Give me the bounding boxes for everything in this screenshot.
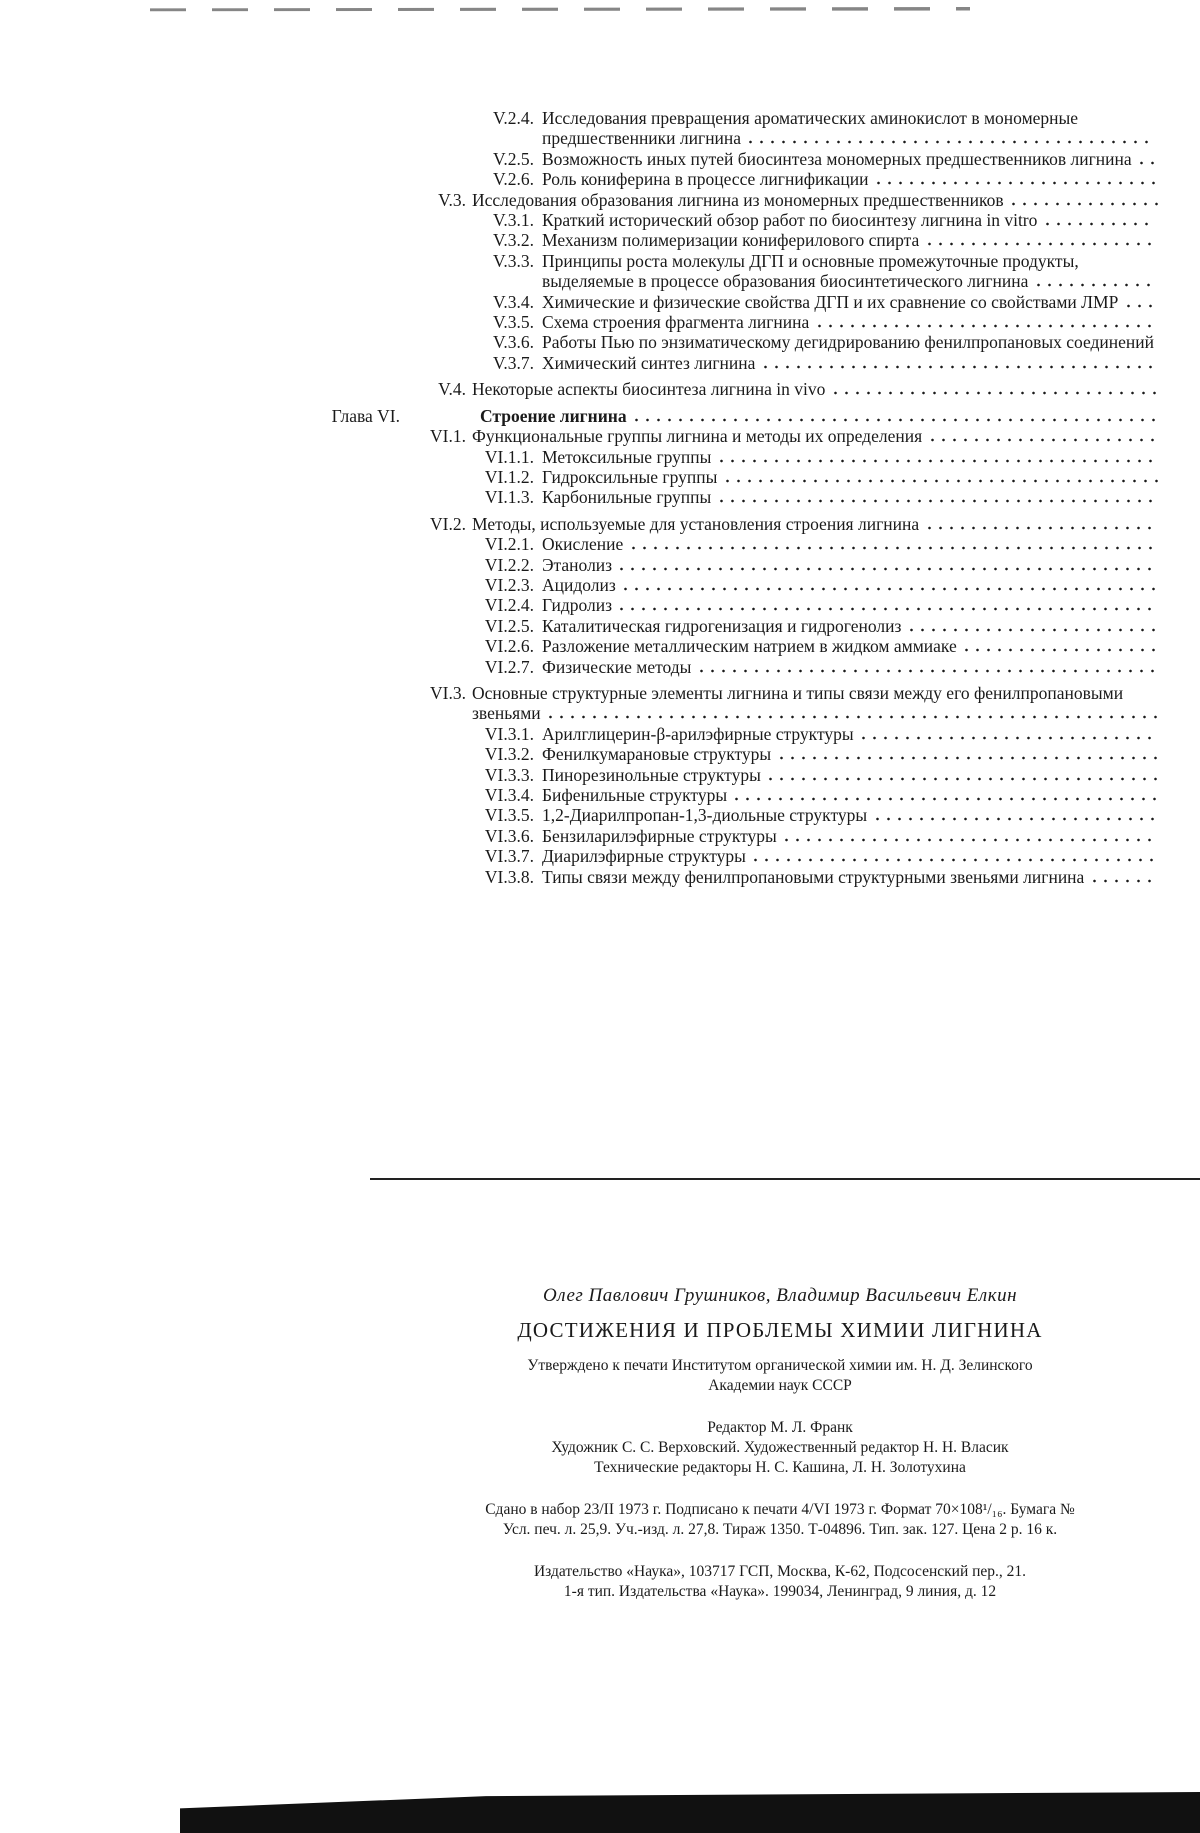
toc-entry-number: VI.2. xyxy=(430,513,466,534)
toc-entry xyxy=(0,379,1200,399)
toc-leader-dots xyxy=(776,750,1161,760)
toc-entry-number: VI.3.7. xyxy=(484,846,534,867)
toc-entry-title: Каталитическая гидрогенизация и гидрогенолиз xyxy=(542,615,902,636)
toc-leader-dots xyxy=(722,473,1162,483)
toc-leader-dots xyxy=(781,832,1155,842)
approval-line: Утверждено к печати Институтом органической химии им. Н. Д. Зелинского xyxy=(527,1357,1033,1374)
toc-entry-number: VI.1.3. xyxy=(484,487,534,508)
toc-entry-number: VI.2.3. xyxy=(484,574,534,595)
toc-entry-title: Карбонильные группы xyxy=(542,487,712,508)
toc-leader-dots xyxy=(765,771,1161,781)
toc-entry-title: Разложение металлическим натрием в жидком аммиаке xyxy=(542,636,957,657)
print-stats-line: Усл. печ. л. 25,9. Уч.-изд. л. 27,8. Тираж 1350. Т-04896. Тип. зак. 127. Цена 2 р. 16 к. xyxy=(502,1521,1058,1538)
toc-entry-title: Этанолиз xyxy=(542,554,613,575)
toc-entry-number: VI.2.7. xyxy=(484,656,534,677)
toc-leader-dots xyxy=(1042,216,1152,226)
toc-entry-title: Физические методы xyxy=(542,656,692,677)
toc-entry-number: VI.2.5. xyxy=(484,615,534,636)
printing-house-line: 1-я тип. Издательства «Наука». 199034, Ленинград, 9 линия, д. 12 xyxy=(563,1583,997,1600)
toc-leader-dots xyxy=(814,318,1155,328)
toc-leader-dots xyxy=(1033,277,1154,287)
toc-leader-dots xyxy=(731,791,1160,801)
toc-entry-title: Метоксильные группы xyxy=(542,446,712,467)
toc-entry-title: Принципы роста молекулы ДГП и основные промежуточные продукты, выделяемые в процессе образования биосинтетического лигнина xyxy=(542,250,1079,292)
toc-entry-title: Краткий исторический обзор работ по биосинтезу лигнина in vitro xyxy=(542,210,1038,231)
toc-leader-dots xyxy=(1136,155,1158,165)
toc-entry-number: VI.2.2. xyxy=(484,554,534,575)
toc-entry xyxy=(0,230,1200,250)
publisher-line: Издательство «Наука», 103717 ГСП, Москва, К-62, Подсосенский пер., 21. xyxy=(533,1563,1027,1580)
toc-entry-number: VI.3.3. xyxy=(484,764,534,785)
toc-leader-dots xyxy=(858,730,1155,740)
toc-entry-number: VI.3.6. xyxy=(484,825,534,846)
toc-entry xyxy=(0,555,1200,575)
print-info-line: Сдано в набор 23/II 1973 г. Подписано к печати 4/VI 1973 г. Формат 70×108¹/₁₆. Бумага № xyxy=(485,1501,1075,1518)
toc-leader-dots xyxy=(830,385,1160,395)
toc-leader-dots xyxy=(616,601,1155,611)
toc-entry-number: V.3.3. xyxy=(492,250,534,271)
toc-entry-number: V.2.6. xyxy=(492,169,534,190)
toc-entry-title: Диарилэфирные структуры xyxy=(542,846,746,867)
toc-entry-title: Исследования превращения ароматических аминокислот в мономерные предшественники лигнина xyxy=(542,108,1079,149)
toc-leader-dots xyxy=(924,236,1155,246)
toc-leader-dots xyxy=(750,852,1157,862)
toc-entry xyxy=(0,251,1200,292)
toc-entry-number: V.2.5. xyxy=(492,148,534,169)
scan-artifact-bottom xyxy=(180,1792,1200,1833)
toc-entry-title: Строение лигнина xyxy=(480,405,627,426)
toc-entry-number: V.3.1. xyxy=(492,210,534,231)
toc-entry-number: VI.3. xyxy=(430,682,466,703)
toc-entry xyxy=(0,292,1200,312)
authors-line: Олег Павлович Грушников, Владимир Васильевич Елкин xyxy=(542,1285,1018,1306)
toc-entry-number: VI.3.4. xyxy=(484,785,534,805)
toc-leader-dots xyxy=(924,520,1155,530)
artists-line: Художник С. С. Верховский. Художественный редактор Н. Н. Власик xyxy=(551,1439,1009,1456)
book-title: ДОСТИЖЕНИЯ И ПРОБЛЕМЫ ХИМИИ ЛИГНИНА xyxy=(517,1318,1043,1342)
editor-line: Редактор М. Л. Франк xyxy=(707,1419,853,1436)
toc-entry-title: Фенилкумарановые структуры xyxy=(542,744,772,765)
toc-entry-title: Гидролиз xyxy=(542,595,612,616)
tech-editors-line: Технические редакторы Н. С. Кашина, Л. Н. Золотухина xyxy=(594,1459,966,1476)
toc-entry-title: Бифенильные структуры xyxy=(542,785,728,805)
toc-entry xyxy=(0,805,1200,825)
colophon xyxy=(360,1286,1200,1602)
toc-entry-number: VI.3.2. xyxy=(484,744,534,765)
toc-leader-dots xyxy=(631,412,1159,422)
toc-leader-dots xyxy=(1089,873,1155,883)
toc-entry xyxy=(0,636,1200,656)
toc-entry xyxy=(0,744,1200,764)
toc-entry xyxy=(0,406,1200,426)
toc-entry xyxy=(0,514,1200,534)
toc-entry xyxy=(0,595,1200,615)
toc-leader-dots xyxy=(873,175,1159,185)
toc-entry xyxy=(0,846,1200,866)
toc-leader-dots xyxy=(872,811,1158,821)
toc-entry xyxy=(0,149,1200,169)
toc-leader-dots xyxy=(760,359,1156,369)
toc-entry-number: V.3.5. xyxy=(492,312,534,333)
toc-entry xyxy=(0,447,1200,467)
toc-leader-dots xyxy=(1123,298,1156,308)
toc-entry-title: Роль кониферина в процессе лигнификации xyxy=(542,169,869,190)
toc-entry-title: Бензиларилэфирные структуры xyxy=(542,825,777,846)
toc-entry-number: VI.3.5. xyxy=(484,805,534,826)
toc-entry xyxy=(0,312,1200,332)
toc-entry xyxy=(0,826,1200,846)
toc-leader-dots xyxy=(545,709,1161,719)
toc-entry xyxy=(0,575,1200,595)
toc-leader-dots xyxy=(716,493,1156,503)
toc-entry xyxy=(0,353,1200,373)
toc-entry-title: Арилглицерин-β-арилэфирные структуры xyxy=(542,723,854,744)
toc-entry-number: VI.2.6. xyxy=(484,636,534,657)
toc-entry xyxy=(0,867,1200,887)
toc-entry-number: Глава VI. xyxy=(331,405,400,426)
toc-leader-dots xyxy=(616,561,1155,571)
toc-entry xyxy=(0,426,1200,446)
toc-entry-number: V.3.2. xyxy=(492,230,534,251)
scan-artifact-top xyxy=(150,0,970,14)
toc-entry-number: V.3.4. xyxy=(492,291,534,312)
toc-leader-dots xyxy=(961,642,1159,652)
toc-entry-title: Химические и физические свойства ДГП и их сравнение со свойствами ЛМР xyxy=(542,291,1119,312)
toc-entry-title: Основные структурные элементы лигнина и типы связи между его фенилпропановыми звеньями xyxy=(472,682,1124,724)
toc-entry-number: V.2.4. xyxy=(492,108,534,128)
toc-entry xyxy=(0,683,1200,724)
toc-entry-title: Механизм полимеризации кониферилового спирта xyxy=(542,230,920,251)
toc-entry xyxy=(0,190,1200,210)
toc-entry-title: 1,2-Диарилпропан-1,3-диольные структуры xyxy=(542,805,868,826)
toc-leader-dots xyxy=(1008,196,1162,206)
toc-entry-number: V.3.6. xyxy=(492,332,534,353)
toc-entry-number: V.3.7. xyxy=(492,352,534,373)
toc-leader-dots xyxy=(620,581,1159,591)
toc-leader-dots xyxy=(927,432,1158,442)
toc-entry-number: V.4. xyxy=(438,379,466,400)
toc-leader-dots xyxy=(628,540,1156,550)
toc-entry-title: Исследования образования лигнина из мономерных предшественников xyxy=(472,189,1004,210)
toc-entry-title: Гидроксильные группы xyxy=(542,466,718,487)
toc-entry xyxy=(0,657,1200,677)
toc-entry xyxy=(0,332,1200,352)
toc-entry-title: Окисление xyxy=(542,534,624,555)
toc-entry-title: Функциональные группы лигнина и методы их определения xyxy=(472,426,923,447)
approval-line-academy: Академии наук СССР xyxy=(708,1377,852,1394)
toc-leader-dots xyxy=(716,453,1156,463)
table-of-contents xyxy=(0,108,1200,887)
divider-rule xyxy=(370,1178,1200,1180)
toc-leader-dots xyxy=(906,622,1159,632)
toc-entry xyxy=(0,169,1200,189)
toc-leader-dots xyxy=(745,134,1152,144)
toc-entry xyxy=(0,467,1200,487)
toc-entry-title: Схема строения фрагмента лигнина xyxy=(542,312,810,333)
toc-entry xyxy=(0,616,1200,636)
toc-entry-number: VI.3.1. xyxy=(484,723,534,744)
toc-entry-title: Типы связи между фенилпропановыми структурными звеньями лигнина xyxy=(542,866,1085,887)
toc-entry-number: VI.2.1. xyxy=(484,534,534,555)
toc-entry-title: Химический синтез лигнина xyxy=(542,352,756,373)
toc-entry xyxy=(0,487,1200,507)
toc-entry-number: V.3. xyxy=(438,189,466,210)
toc-leader-dots xyxy=(696,663,1158,673)
toc-entry xyxy=(0,724,1200,744)
toc-entry xyxy=(0,765,1200,785)
toc-entry xyxy=(0,210,1200,230)
toc-entry-title: Возможность иных путей биосинтеза мономерных предшественников лигнина xyxy=(542,148,1132,169)
toc-entry-title: Пинорезинольные структуры xyxy=(542,764,761,785)
toc-entry-title: Методы, используемые для установления строения лигнина xyxy=(472,513,920,534)
toc-entry-number: VI.3.8. xyxy=(484,866,534,887)
toc-entry-title: Некоторые аспекты биосинтеза лигнина in vivo xyxy=(472,379,826,400)
toc-entry-number: VI.1.1. xyxy=(484,446,534,467)
toc-entry-title: Ацидолиз xyxy=(542,574,616,595)
toc-entry-number: VI.1.2. xyxy=(484,466,534,487)
toc-entry-number: VI.2.4. xyxy=(484,595,534,616)
toc-entry xyxy=(0,108,1200,149)
toc-entry-title: Работы Пью по энзиматическому дегидрированию фенилпропановых соединений xyxy=(542,332,1155,353)
toc-entry xyxy=(0,534,1200,554)
toc-entry-number: VI.1. xyxy=(430,426,466,447)
toc-entry xyxy=(0,785,1200,805)
